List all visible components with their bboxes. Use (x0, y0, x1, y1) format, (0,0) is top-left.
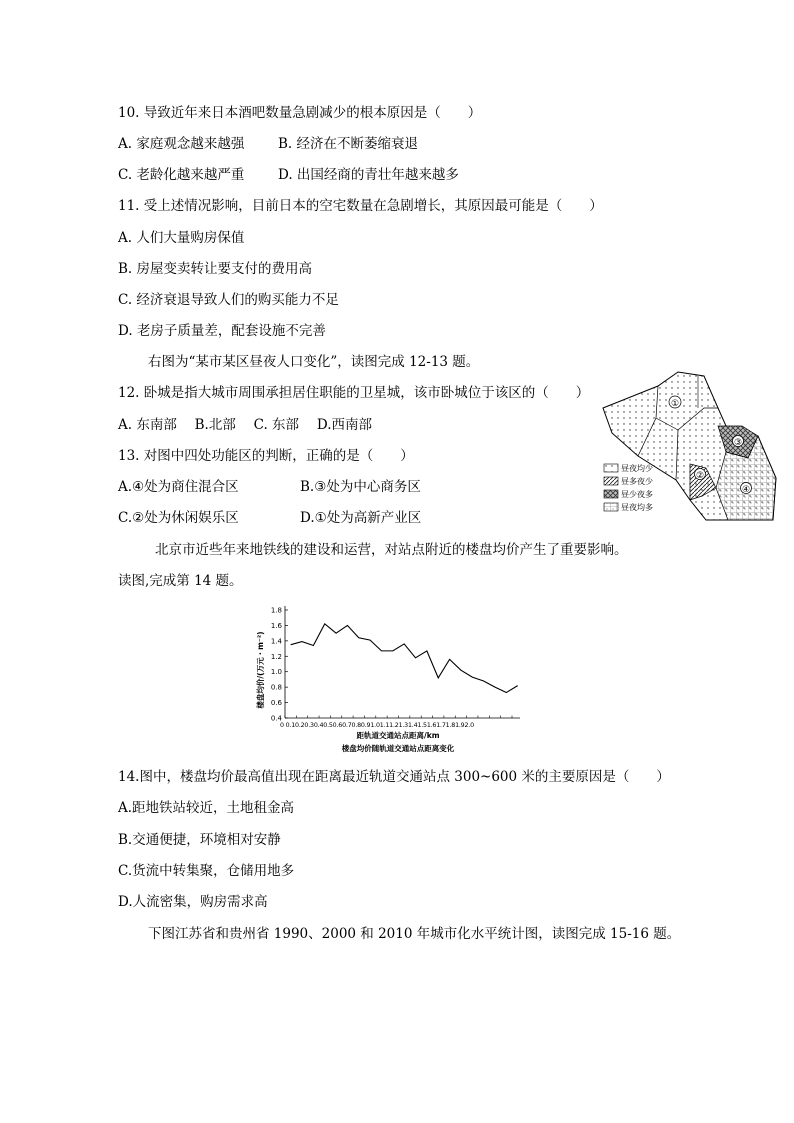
q11-option-d[interactable]: D. 老房子质量差，配套设施不完善 (118, 323, 326, 339)
price-series-line (291, 624, 518, 693)
housing-price-line-chart (252, 600, 532, 760)
chart-y-tick-label: 1.4 (270, 637, 282, 646)
q11-option-a[interactable]: A. 人们大量购房保值 (118, 230, 245, 246)
q13-stem: 13. 对图中四处功能区的判断，正确的是（ ） (118, 448, 414, 464)
q11-option-c[interactable]: C. 经济衰退导致人们的购买能力不足 (118, 292, 339, 308)
chart-y-axis-label: 楼盘均价/(万元・m⁻²) (256, 631, 265, 709)
q14-stem: 14.图中，楼盘均价最高值出现在距离最近轨道交通站点 300~600 米的主要原因是（ ） (118, 769, 670, 785)
chart-y-tick-label: 1.8 (270, 606, 282, 615)
chart-x-axis-label: 距轨道交通站点距离/km (356, 731, 440, 740)
q10-option-c[interactable]: C. 老龄化越来越严重 (118, 167, 245, 183)
q14-option-b[interactable]: B.交通便捷，环境相对安静 (118, 832, 281, 848)
day-night-population-map (598, 368, 784, 523)
legend-label: 昼少夜多 (621, 490, 653, 499)
zone-3-label: ③ (733, 438, 743, 448)
zone-1-label: ① (670, 399, 680, 409)
intro-14-line1: 北京市近些年来地铁线的建设和运营，对站点附近的楼盘均价产生了重要影响。 (155, 542, 628, 558)
q10-option-b[interactable]: B. 经济在不断萎缩衰退 (278, 136, 419, 152)
q14-option-d[interactable]: D.人流密集，购房需求高 (118, 894, 268, 910)
chart-y-tick-label: 0.8 (270, 683, 282, 692)
q13-option-a[interactable]: A.④处为商住混合区 (118, 479, 239, 495)
intro-14-line2: 读图,完成第 14 题。 (118, 573, 243, 589)
legend-label: 昼多夜少 (621, 477, 653, 486)
chart-x-tick-labels: 0 0.10.20.30.40.50.60.70.80.91.01.11.21.31.41.51.61.71.81.92.0 (280, 722, 474, 729)
q14-option-a[interactable]: A.距地铁站较近，土地租金高 (118, 800, 295, 816)
q10-stem: 10. 导致近年来日本酒吧数量急剧减少的根本原因是（ ） (118, 105, 482, 121)
chart-title: 楼盘均价随轨道交通站点距离变化 (341, 744, 455, 753)
legend-label: 昼夜均多 (621, 503, 653, 512)
map-legend (604, 463, 653, 512)
q13-option-d[interactable]: D.①处为高新产业区 (300, 510, 422, 526)
intro-15-16: 下图江苏省和贵州省 1990、2000 和 2010 年城市化水平统计图，读图完成 15-16 题。 (148, 926, 681, 942)
chart-y-tick-label: 1.0 (270, 668, 282, 677)
q11-option-b[interactable]: B. 房屋变卖转让要支付的费用高 (118, 261, 313, 277)
chart-y-tick-label: 1.2 (270, 652, 282, 661)
legend-label: 昼夜均少 (621, 464, 653, 473)
q12-stem: 12. 卧城是指大城市周围承担居住职能的卫星城，该市卧城位于该区的（ ） (118, 385, 590, 401)
zone-2-label: ② (695, 471, 705, 481)
chart-y-tick-label: 0.4 (270, 714, 282, 723)
q10-option-d[interactable]: D. 出国经商的青壮年越来越多 (278, 167, 459, 183)
intro-12-13: 右图为“某市某区昼夜人口变化”，读图完成 12-13 题。 (148, 354, 480, 370)
q13-option-b[interactable]: B.③处为中心商务区 (300, 479, 421, 495)
chart-y-tick-label: 1.6 (270, 621, 282, 630)
q13-option-c[interactable]: C.②处为休闲娱乐区 (118, 510, 239, 526)
q10-option-a[interactable]: A. 家庭观念越来越强 (118, 136, 245, 152)
chart-y-tick-label: 0.6 (270, 699, 282, 708)
zone-4-label: ④ (741, 485, 751, 495)
q11-stem: 11. 受上述情况影响，目前日本的空宅数量在急剧增长，其原因最可能是（ ） (118, 198, 603, 214)
q12-options[interactable]: A. 东南部 B.北部 C. 东部 D.西南部 (118, 417, 372, 433)
q14-option-c[interactable]: C.货流中转集聚，仓储用地多 (118, 863, 295, 879)
